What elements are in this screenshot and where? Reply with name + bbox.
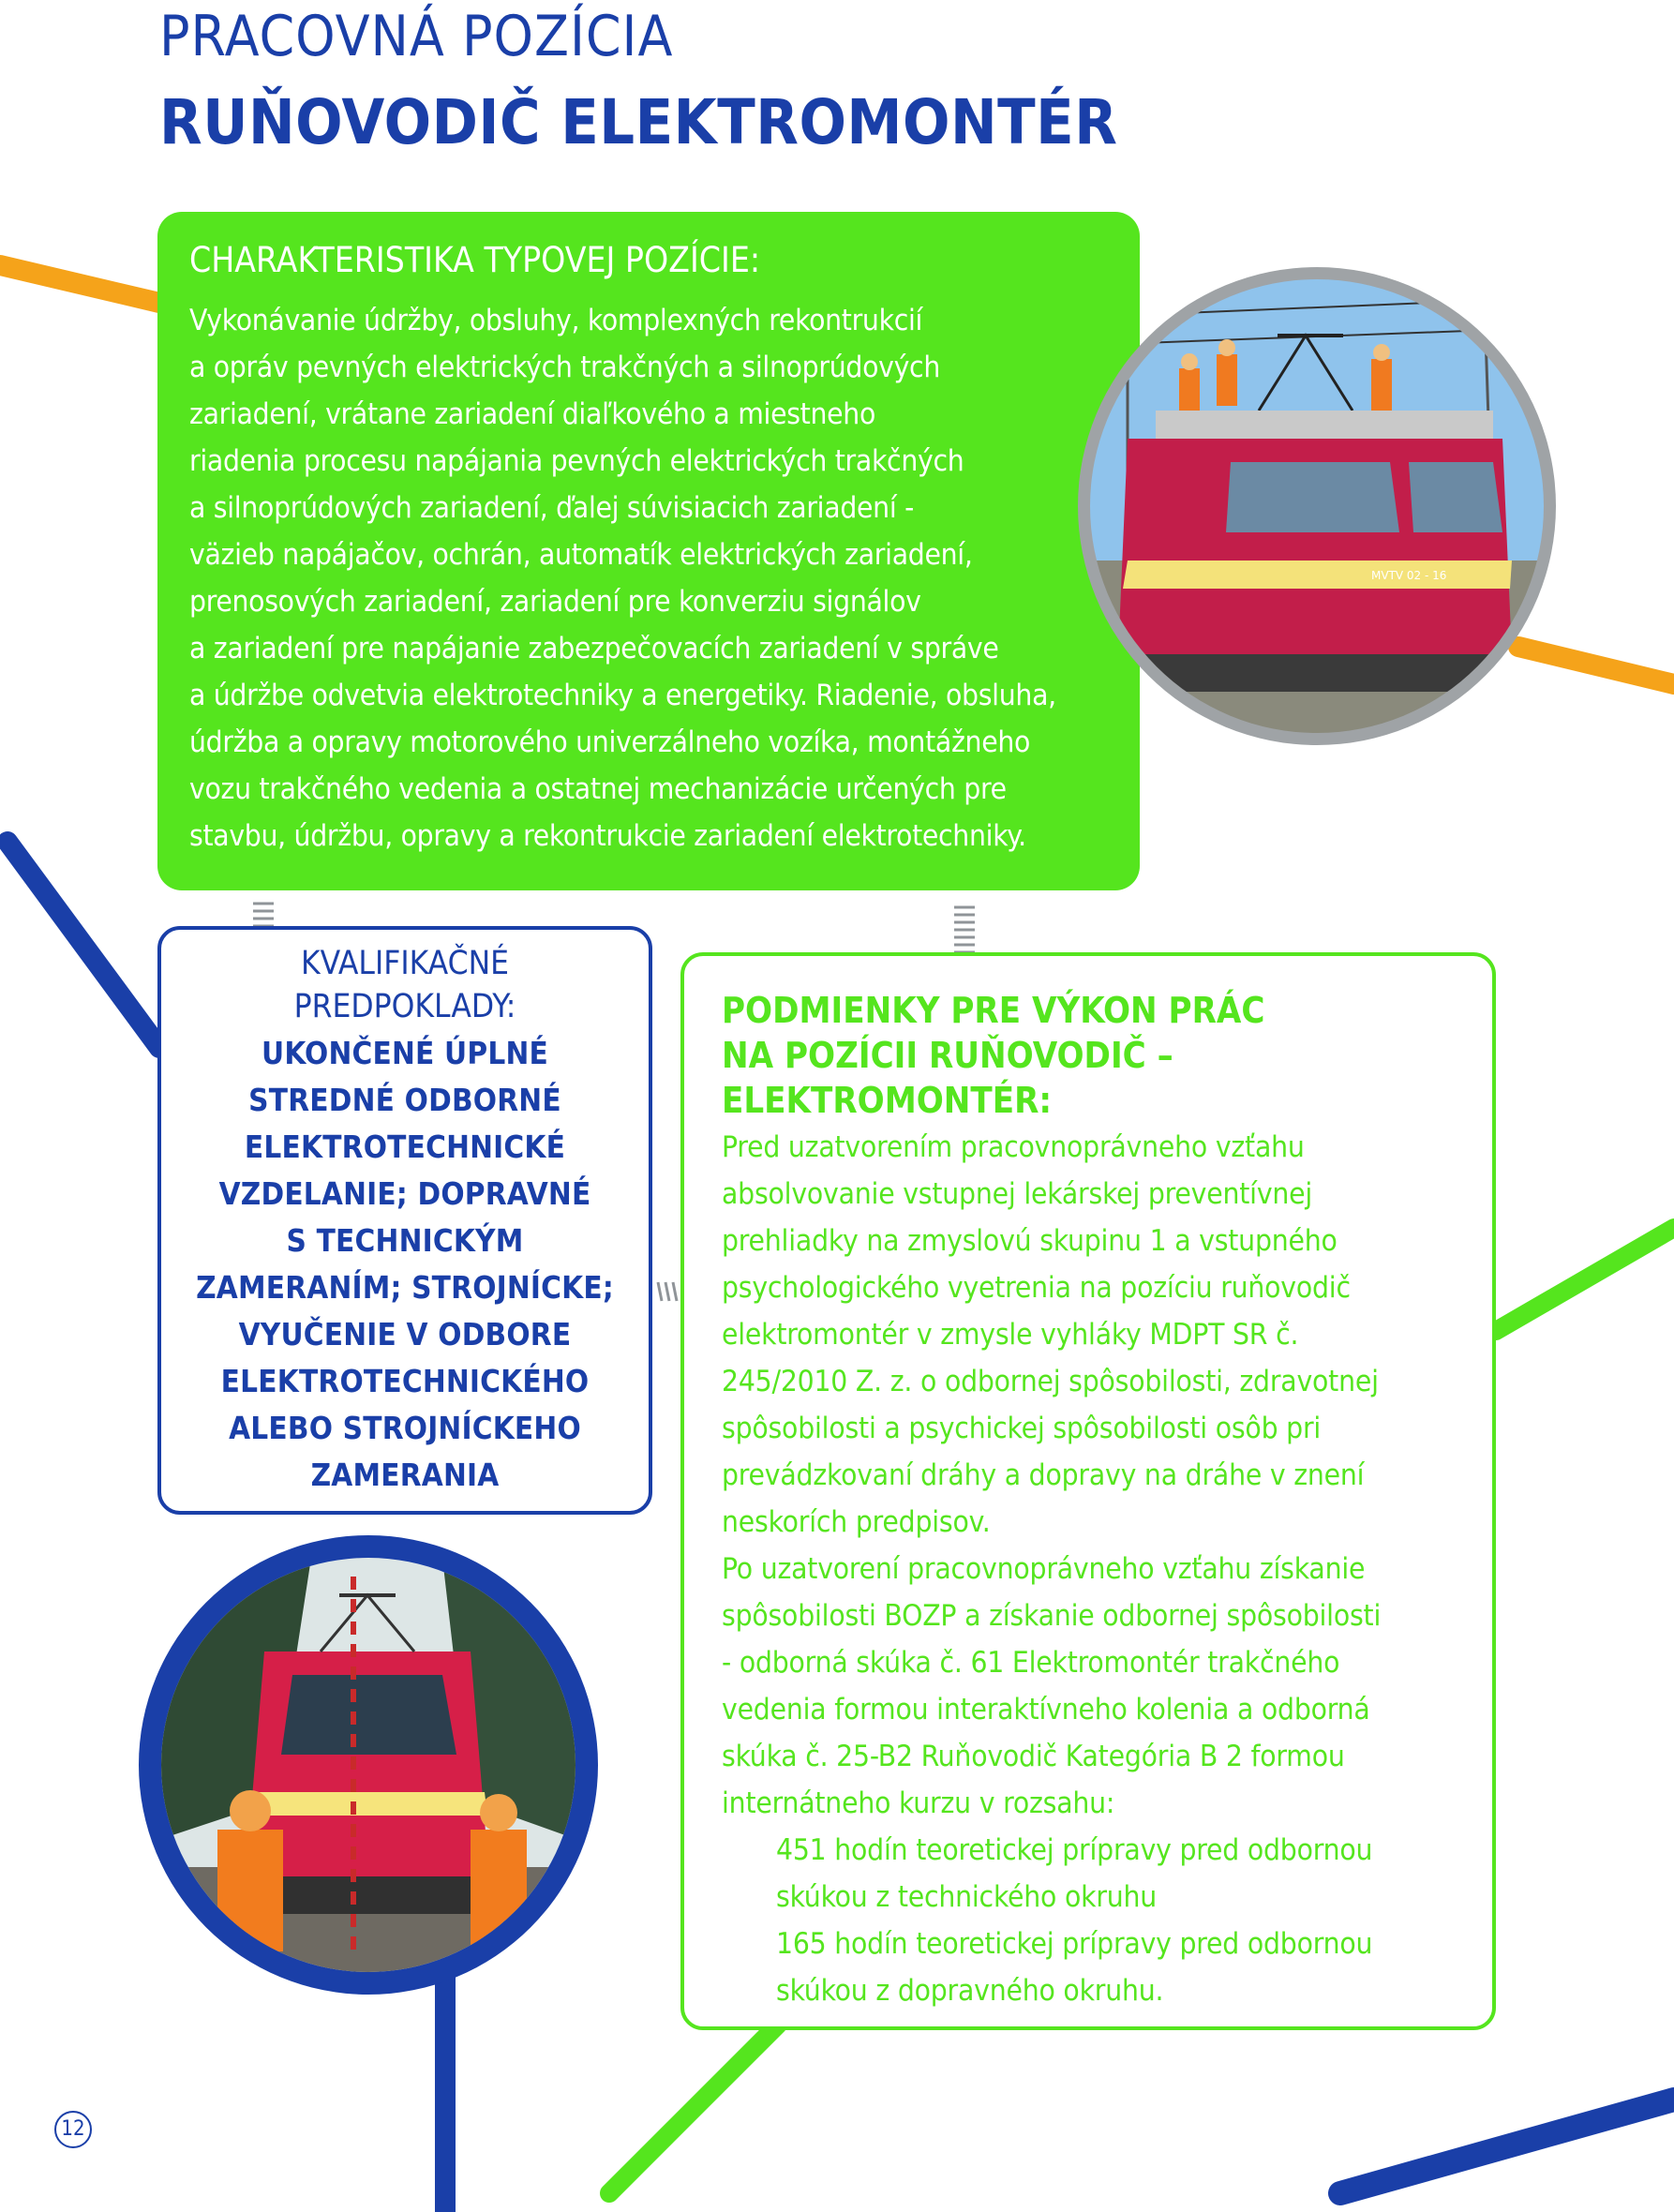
connector-hatch-middle (658, 1282, 677, 1301)
characteristics-line: vozu trakčného vedenia a ostatnej mechanizácie určených pre (189, 772, 1007, 806)
orange-stroke-right (1518, 647, 1674, 684)
conditions-line: - odborná skúka č. 61 Elektromontér trakčného (722, 1646, 1340, 1680)
qualifications-line: ZAMERANIA (310, 1457, 500, 1493)
conditions-line: skúka č. 25-B2 Ruňovodič Kategória B 2 formou (722, 1740, 1345, 1773)
orange-stroke-left (0, 265, 159, 303)
green-stroke-bottom (609, 2025, 778, 2193)
page-title-line2: RUŇOVODIČ ELEKTROMONTÉR (159, 86, 1118, 158)
locomotive-photo-top (1078, 267, 1556, 745)
conditions-indented-line: skúkou z dopravného okruhu. (776, 1974, 1164, 2008)
locomotive-photo-bottom (139, 1535, 598, 1995)
conditions-card (680, 952, 1496, 2030)
characteristics-line: riadenia procesu napájania pevných elektrických trakčných (189, 444, 964, 478)
conditions-line: spôsobilosti a psychickej spôsobilosti osôb pri (722, 1412, 1322, 1445)
qualifications-line: S TECHNICKÝM (286, 1222, 524, 1259)
qualifications-line: ZAMERANÍM; STROJNÍCKE; (196, 1269, 614, 1306)
characteristics-line: zariadení, vrátane zariadení diaľkového a miestneho (189, 397, 875, 431)
conditions-line: elektromontér v zmysle vyhláky MDPT SR č. (722, 1318, 1299, 1352)
qualifications-line: UKONČENÉ ÚPLNÉ (262, 1035, 548, 1071)
conditions-heading: NA POZÍCII RUŇOVODIČ – (722, 1035, 1173, 1076)
characteristics-line: a údržbe odvetvia elektrotechniky a energetiky. Riadenie, obsluha, (189, 679, 1056, 712)
page-number: 12 (54, 2111, 92, 2148)
page-title-line1: PRACOVNÁ POZÍCIA (159, 4, 674, 69)
qualifications-line: VZDELANIE; DOPRAVNÉ (218, 1175, 591, 1212)
conditions-line: vedenia formou interaktívneho kolenia a odborná (722, 1693, 1370, 1726)
qualifications-line: ELEKTROTECHNICKÉ (244, 1128, 566, 1165)
conditions-line: Pred uzatvorením pracovnoprávneho vzťahu (722, 1130, 1305, 1164)
qualifications-line: ALEBO STROJNÍCKEHO (229, 1410, 581, 1446)
qualifications-card (157, 926, 652, 1515)
characteristics-heading: CHARAKTERISTIKA TYPOVEJ POZÍCIE: (189, 240, 761, 280)
conditions-indented-line: 165 hodín teoretickej prípravy pred odbornou (776, 1927, 1373, 1961)
conditions-line: internátneho kurzu v rozsahu: (722, 1786, 1115, 1820)
qualifications-line: STREDNÉ ODBORNÉ (248, 1082, 561, 1118)
conditions-line: 245/2010 Z. z. o odbornej spôsobilosti, zdravotnej (722, 1365, 1379, 1398)
characteristics-line: údržba a opravy motorového univerzálneho vozíka, montážneho (189, 725, 1031, 759)
connector-hatch-left (253, 904, 274, 926)
characteristics-line: a opráv pevných elektrických trakčných a silnoprúdových (189, 351, 940, 384)
qualifications-title: PREDPOKLADY: (293, 988, 516, 1025)
blue-stroke-left (7, 842, 159, 1048)
conditions-line: Po uzatvorení pracovnoprávneho vzťahu získanie (722, 1552, 1366, 1586)
locomotive-number-label: MVTV 02 - 16 (1371, 569, 1447, 582)
characteristics-line: a silnoprúdových zariadení, ďalej súvisiacich zariadení - (189, 491, 915, 525)
qualifications-title: KVALIFIKAČNÉ (300, 945, 510, 982)
conditions-line: spôsobilosti BOZP a získanie odbornej spôsobilosti (722, 1599, 1382, 1633)
conditions-line: prehliadky na zmyslovú skupinu 1 a vstupného (722, 1224, 1338, 1258)
qualifications-line: ELEKTROTECHNICKÉHO (220, 1363, 590, 1399)
conditions-heading: PODMIENKY PRE VÝKON PRÁC (722, 990, 1265, 1031)
characteristics-line: prenosových zariadení, zariadení pre konverziu signálov (189, 585, 921, 619)
conditions-line: psychologického vyetrenia na pozíciu ruňovodič (722, 1271, 1351, 1305)
green-stroke-right (1496, 1228, 1674, 1331)
characteristics-line: a zariadení pre napájanie zabezpečovacích zariadení v správe (189, 632, 999, 665)
characteristics-line: stavbu, údržbu, opravy a rekontrukcie zariadení elektrotechniky. (189, 819, 1026, 853)
blue-stroke-bottom-right (1340, 2100, 1674, 2193)
characteristics-line: Vykonávanie údržby, obsluhy, komplexných rekontrukcií (189, 304, 923, 337)
connector-hatch-right (954, 907, 975, 952)
conditions-heading: ELEKTROMONTÉR: (722, 1080, 1053, 1121)
qualifications-line: VYUČENIE V ODBORE (238, 1316, 572, 1353)
conditions-indented-line: skúkou z technického okruhu (776, 1880, 1158, 1914)
characteristics-card (157, 212, 1140, 890)
conditions-line: absolvovanie vstupnej lekárskej preventívnej (722, 1177, 1313, 1211)
characteristics-line: väzieb napájačov, ochrán, automatík elektrických zariadení, (189, 538, 973, 572)
conditions-line: prevádzkovaní dráhy a dopravy na dráhe v znení (722, 1458, 1365, 1492)
conditions-indented-line: 451 hodín teoretickej prípravy pred odbornou (776, 1833, 1373, 1867)
conditions-line: neskorích predpisov. (722, 1505, 991, 1539)
